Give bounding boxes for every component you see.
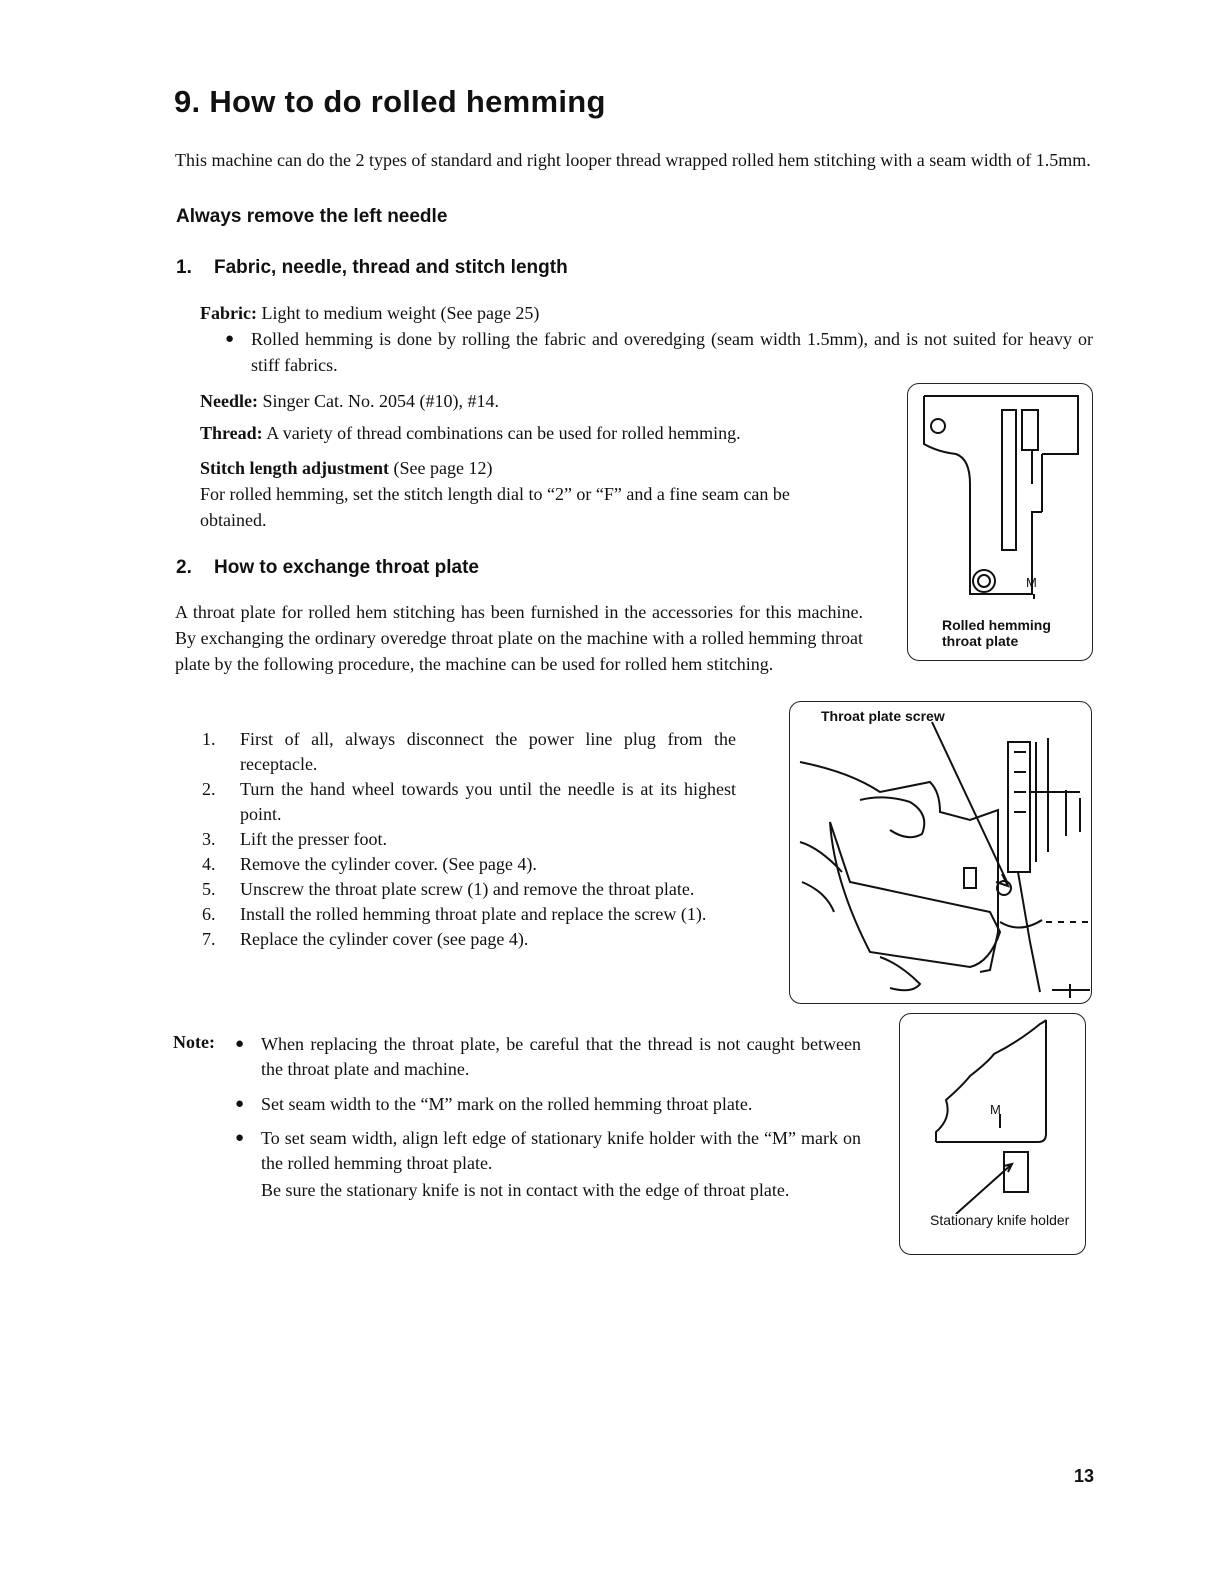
- needle-text: Singer Cat. No. 2054 (#10), #14.: [262, 391, 499, 411]
- thread-label: Thread:: [200, 423, 263, 443]
- fabric-bullet-text: Rolled hemming is done by rolling the fabric and overedging (seam width 1.5mm), and is not suited for heavy or stiff fabrics.: [251, 329, 1093, 375]
- step-number: 2.: [202, 779, 216, 799]
- step-item: [176, 927, 736, 952]
- step-number: 6.: [202, 904, 216, 924]
- step-text: Turn the hand wheel towards you until the needle is at its highest point.: [240, 779, 736, 824]
- needle-line: [200, 388, 499, 414]
- note-item: [235, 1126, 861, 1176]
- throat-plate-caption: Rolled hemming throat plate: [942, 617, 1051, 649]
- intro-paragraph: This machine can do the 2 types of standard and right looper thread wrapped rolled hem stitching with a seam width of 1.5mm.: [175, 150, 1091, 170]
- step-text: Lift the presser foot.: [240, 829, 387, 849]
- fabric-label: Fabric:: [200, 303, 257, 323]
- fabric-text: Light to medium weight (See page 25): [261, 303, 540, 323]
- step-item: [176, 902, 736, 927]
- step-text: Unscrew the throat plate screw (1) and remove the throat plate.: [240, 879, 695, 899]
- step-item: [176, 777, 736, 827]
- section2-title: How to exchange throat plate: [214, 557, 479, 578]
- step-number: 4.: [202, 854, 216, 874]
- note-item: [235, 1092, 861, 1117]
- step-number: 3.: [202, 829, 216, 849]
- step-number: 5.: [202, 879, 216, 899]
- throat-plate-screw-figure: [789, 701, 1092, 1004]
- section1-number: 1.: [176, 257, 192, 278]
- section1-heading: [176, 257, 568, 279]
- fabric-bullet: [225, 326, 1093, 378]
- stitch-length-ref: (See page 12): [393, 458, 493, 478]
- fabric-line: [200, 300, 539, 326]
- section2-paragraph: A throat plate for rolled hem stitching has been furnished in the accessories for this machine. By exchanging the ordinary overedge throat plate on the machine with a rolled hemming throat plate by the following procedure, the machine can be used for rolled hem stitching.: [175, 602, 863, 674]
- section2-heading: [176, 557, 479, 579]
- stitch-length-line: [200, 455, 492, 481]
- throat-plate-screw-caption: Throat plate screw: [821, 708, 945, 724]
- step-text: Remove the cylinder cover. (See page 4).: [240, 854, 537, 874]
- bullet-icon: ●: [225, 331, 235, 347]
- thread-text: A variety of thread combinations can be used for rolled hemming.: [266, 423, 741, 443]
- step-text: Install the rolled hemming throat plate and replace the screw (1).: [240, 904, 707, 924]
- knife-holder-caption: Stationary knife holder: [930, 1212, 1070, 1228]
- stitch-length-label: Stitch length adjustment: [200, 458, 390, 478]
- step-item: [176, 827, 736, 852]
- note-label: Note:: [173, 1032, 215, 1052]
- note-extra: Be sure the stationary knife is not in contact with the edge of throat plate.: [261, 1180, 790, 1200]
- thread-line: [200, 420, 741, 446]
- knife-mark-m: M: [990, 1102, 1001, 1117]
- note-text: When replacing the throat plate, be careful that the thread is not caught between the throat plate and machine.: [261, 1034, 861, 1079]
- step-number: 7.: [202, 929, 216, 949]
- note-item: [235, 1032, 861, 1082]
- stitch-length-text: For rolled hemming, set the stitch length dial to “2” or “F” and a fine seam can be obtained.: [200, 484, 790, 530]
- section2-number: 2.: [176, 557, 192, 578]
- throat-plate-drawing: [908, 384, 1092, 599]
- note-text: Set seam width to the “M” mark on the rolled hemming throat plate.: [261, 1094, 753, 1114]
- step-item: [176, 877, 736, 902]
- step-item: [176, 727, 736, 777]
- step-text: Replace the cylinder cover (see page 4).: [240, 929, 529, 949]
- step-number: 1.: [202, 729, 216, 749]
- bullet-icon: ●: [235, 1096, 245, 1112]
- plate-mark-m: M: [1026, 575, 1037, 590]
- screw-drawing: [790, 702, 1091, 1003]
- warning-heading: Always remove the left needle: [176, 206, 448, 227]
- throat-plate-figure: [907, 383, 1093, 661]
- needle-label: Needle:: [200, 391, 258, 411]
- page-title: 9. How to do rolled hemming: [174, 84, 606, 119]
- steps-list: [176, 727, 736, 952]
- step-item: [176, 852, 736, 877]
- knife-holder-figure: [899, 1013, 1086, 1255]
- section1-title: Fabric, needle, thread and stitch length: [214, 257, 568, 278]
- note-text: To set seam width, align left edge of stationary knife holder with the “M” mark on the rolled hemming throat plate.: [261, 1128, 861, 1173]
- knife-holder-drawing: [900, 1014, 1085, 1214]
- bullet-icon: ●: [235, 1130, 245, 1146]
- step-text: First of all, always disconnect the power line plug from the receptacle.: [240, 729, 736, 774]
- page-number: 13: [1073, 1466, 1094, 1486]
- bullet-icon: ●: [235, 1036, 245, 1052]
